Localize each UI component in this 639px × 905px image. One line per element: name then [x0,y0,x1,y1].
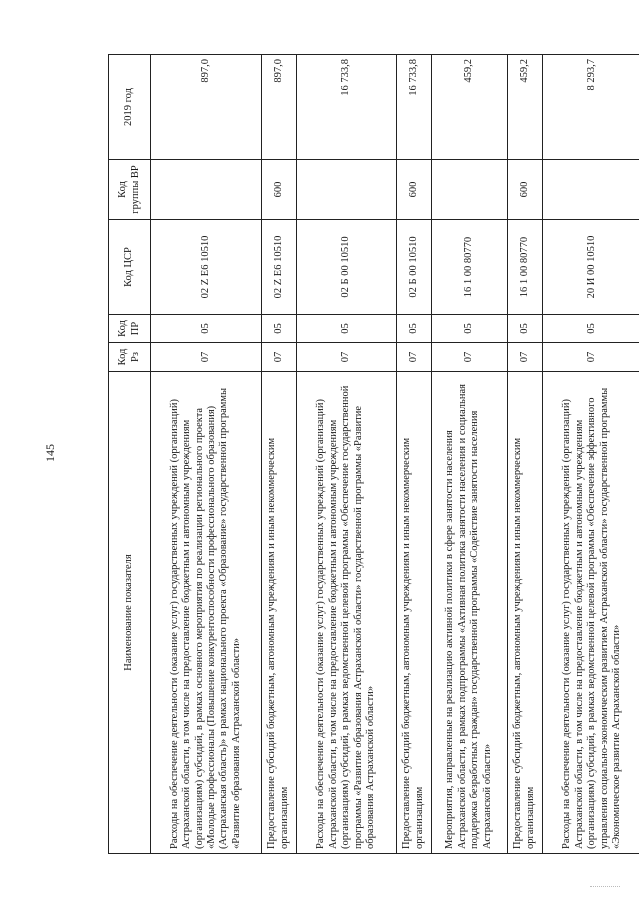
header-vr: Код группы ВР [109,160,151,220]
row-pr: 05 [396,315,431,343]
header-name: Наименование показателя [109,372,151,854]
row-csr: 02 Z Е6 10510 [261,220,296,315]
row-rz: 07 [396,343,431,372]
row-value: 16 733,8 [396,55,431,160]
row-rz: 07 [507,343,542,372]
header-year: 2019 год [109,55,151,160]
row-csr: 16 1 00 80770 [507,220,542,315]
row-csr: 02 Б 00 10510 [396,220,431,315]
row-rz: 07 [261,343,296,372]
row-value: 459,2 [507,55,542,160]
header-pr: Код ПР [109,315,151,343]
row-pr: 05 [296,315,396,343]
table-row [542,55,639,854]
row-csr: 02 Б 00 10510 [296,220,396,315]
budget-table [108,54,639,854]
table-row [507,55,542,854]
row-name: Предоставление субсидий бюджетным, автономным учреждениям и иным некоммерческим организациям [261,372,296,854]
row-csr: 02 Z Е6 10510 [151,220,262,315]
row-csr: 16 1 00 80770 [431,220,507,315]
page-number: 145 [43,444,57,462]
row-vr: 600 [507,160,542,220]
row-vr [296,160,396,220]
table-row [261,55,296,854]
row-name: Предоставление субсидий бюджетным, автономным учреждениям и иным некоммерческим организациям [507,372,542,854]
row-csr: 20 И 00 10510 [542,220,639,315]
header-csr: Код ЦСР [109,220,151,315]
row-value: 16 733,8 [296,55,396,160]
row-pr: 05 [151,315,262,343]
table-row [396,55,431,854]
row-value: 8 293,7 [542,55,639,160]
header-rz: Код Рз [109,343,151,372]
row-rz: 07 [542,343,639,372]
row-value: 459,2 [431,55,507,160]
row-pr: 05 [542,315,639,343]
row-rz: 07 [431,343,507,372]
row-rz: 07 [151,343,262,372]
row-pr: 05 [261,315,296,343]
row-value: 897,0 [151,55,262,160]
row-name: Мероприятия, направленные на реализацию активной политики в сфере занятости населения Астраханской области, в рамках подпрограммы «Активная политика занятости населения и социальная поддержка безработных граждан» государственной программы «Содействие занятости населения Астраханской области» [431,372,507,854]
row-vr [151,160,262,220]
row-vr [431,160,507,220]
row-pr: 05 [507,315,542,343]
header-row [109,55,151,854]
row-vr: 600 [261,160,296,220]
rotated-table-container [108,55,639,854]
rotated-page-area [108,55,639,854]
row-name: Расходы на обеспечение деятельности (оказание услуг) государственных учреждений (организаций) Астраханской области, в том числе на предоставление бюджетным и автономным учреждениям (организациям) субсидий, в рамках основного мероприятия по реализации регионального проекта «Молодые профессионалы (Повышение конкурентоспособности профессионального образования) (Астраханская область)» в рамках национального проекта «Образование» государственной программы «Развитие образования Астраханской области» [151,372,262,854]
table-row [431,55,507,854]
row-pr: 05 [431,315,507,343]
row-name: Предоставление субсидий бюджетным, автономным учреждениям и иным некоммерческим организациям [396,372,431,854]
row-value: 897,0 [261,55,296,160]
table-row [296,55,396,854]
row-vr: 600 [396,160,431,220]
row-rz: 07 [296,343,396,372]
row-vr [542,160,639,220]
scan-artifact [590,880,620,887]
table-row [151,55,262,854]
row-name: Расходы на обеспечение деятельности (оказание услуг) государственных учреждений (организаций) Астраханской области, в том числе на предоставление бюджетным и автономным учреждениям (организациям) субсидий, в рамках ведомственной целевой программы «Обеспечение государственной программы «Развитие образования Астраханской области» государственной программы «Развитие образования Астраханской области» [296,372,396,854]
row-name: Расходы на обеспечение деятельности (оказание услуг) государственных учреждений (организаций) Астраханской области, в том числе на предоставление бюджетным и автономным учреждениям (организациям) субсидий, в рамках ведомственной целевой программы «Обеспечение эффективного управления социально-экономическим развитием Астраханской области» государственной программы «Экономическое развитие Астраханской области» [542,372,639,854]
